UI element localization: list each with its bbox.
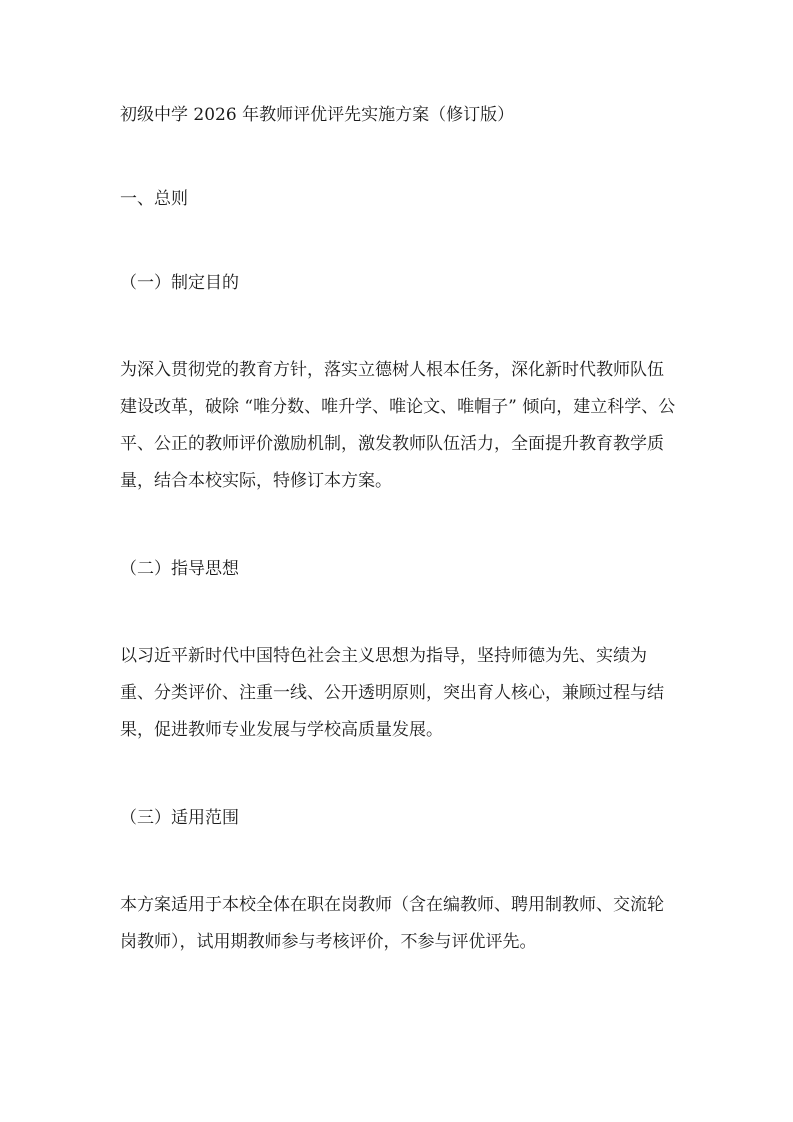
subsection-heading-purpose: （一）制定目的	[120, 273, 239, 293]
paragraph-guiding-ideology: 以习近平新时代中国特色社会主义思想为指导，坚持师德为先、实绩为重、分类评价、注重一线、公开透明原则，突出育人核心，兼顾过程与结果，促进教师专业发展与学校高质量发展。	[120, 646, 664, 740]
document-title: 初级中学 2026 年教师评优评先实施方案（修订版）	[120, 105, 515, 125]
document-content	[120, 100, 680, 1015]
paragraph-purpose: 为深入贯彻党的教育方针，落实立德树人根本任务，深化新时代教师队伍建设改革，破除 “唯分数、唯升学、唯论文、唯帽子” 倾向，建立科学、公平、公正的教师评价激励机制，激发教师队伍活力，全面提升教育教学质量，结合本校实际，特修订本方案。	[120, 360, 676, 491]
subsection-heading-guiding-ideology: （二）指导思想	[120, 559, 239, 579]
section-heading-general: 一、总则	[120, 189, 188, 209]
subsection-heading-scope: （三）适用范围	[120, 808, 239, 828]
paragraph-scope: 本方案适用于本校全体在职在岗教师（含在编教师、聘用制教师、交流轮岗教师），试用期教师参与考核评价，不参与评优评先。	[120, 895, 664, 952]
